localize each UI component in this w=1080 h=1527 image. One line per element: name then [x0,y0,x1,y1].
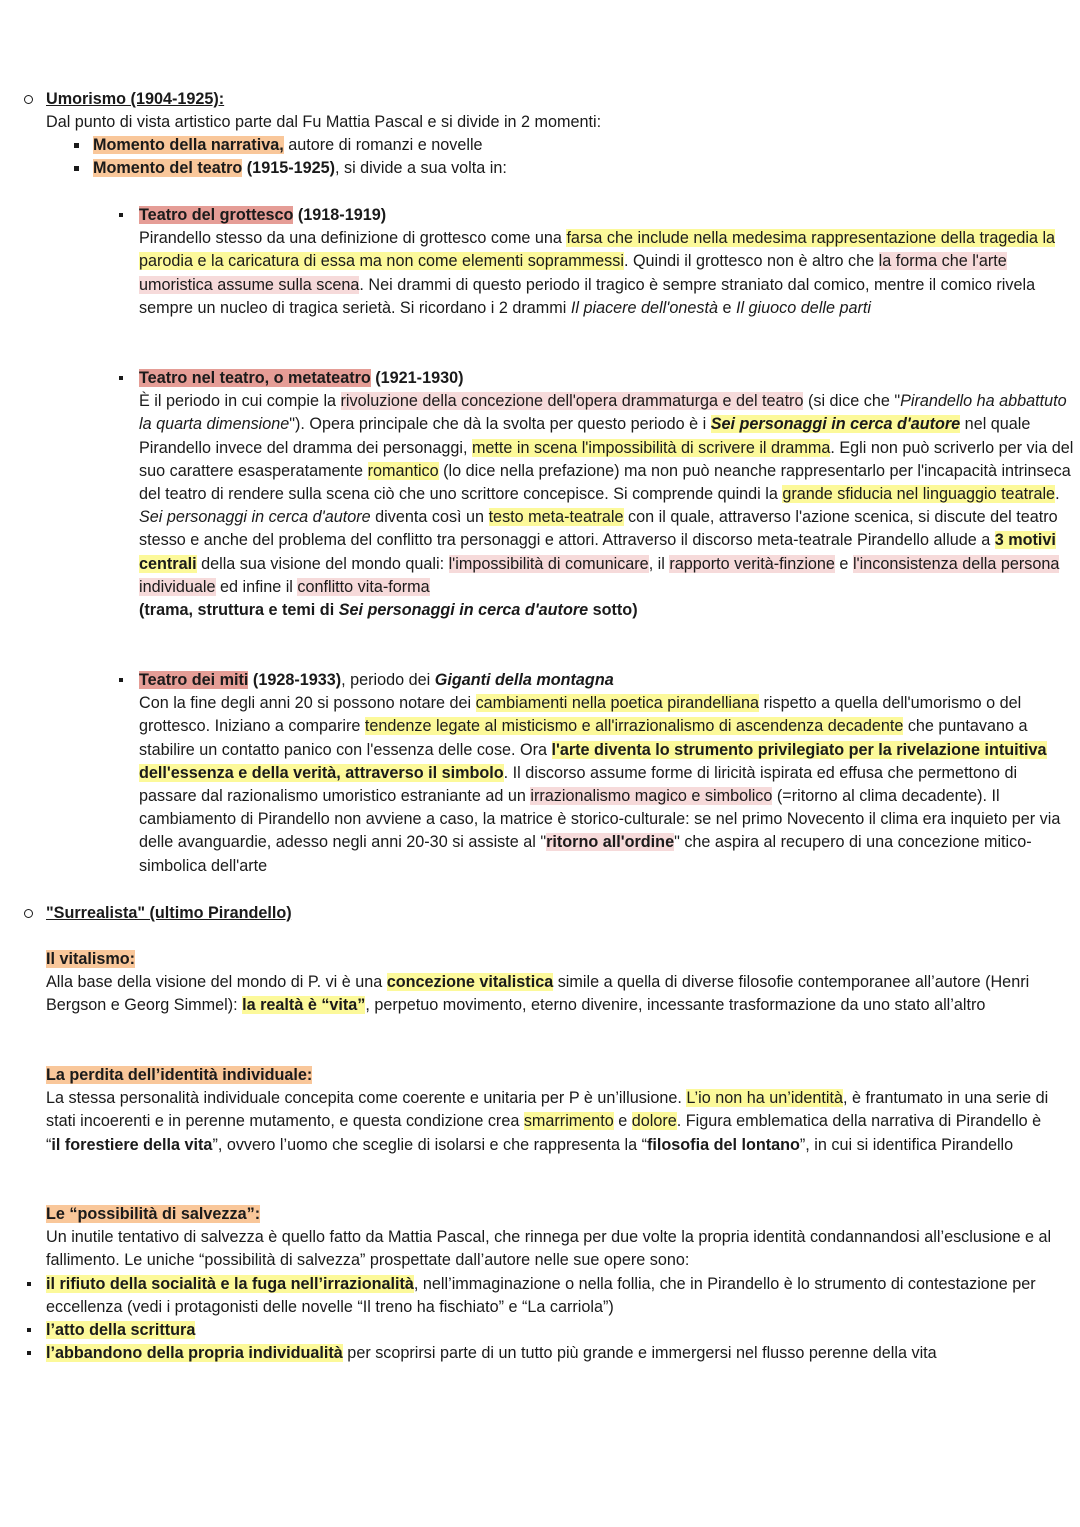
small-square-bullet-icon [27,1282,31,1286]
momento-narrativa-text: autore di romanzi e novelle [283,136,483,154]
miti-body: Con la fine degli anni 20 si possono notare dei cambiamenti nella poetica pirandelliana rispetto a quella dell'umorismo o del grottesco. Iniziano a comparire tendenze legate al misticismo e all'irrazionalismo di ascendenza decadente che puntavano a stabilire un contatto panico con l'essenza delle cose. Ora l'arte diventa lo strumento privilegiato per la rivelazione intuitiva dell'essenza e della verità, attraverso il simbolo. Il discorso assume forme di liricità ispirata ed effusa che permettono di passare dal razionalismo umoristico estraniante ad un irrazionalismo magico e simbolico (=ritorno al clima decadente). Il cambiamento di Pirandello non avviene a caso, la matrice è storico-culturale: se nel primo Novecento il clima era inquieto per via delle avanguardie, adesso negli anni 20-30 si assiste al "ritorno all'ordine" che aspira al recupero di una concezione mitico-simbolica dell'arte [139,694,1061,875]
metateatro-title: Teatro nel teatro, o metateatro [139,369,371,387]
vitalismo-section [46,948,1056,1018]
salvezza-item-2: l’atto della scrittura [46,1321,196,1339]
square-bullet-icon [74,166,79,171]
circle-bullet-icon [24,909,33,918]
metateatro-body: È il periodo in cui compie la rivoluzione della concezione dell'opera drammaturga e del teatro (si dice che "Pirandello ha abbattuto la quarta dimensione"). Opera principale che dà la svolta per questo periodo è i Sei personaggi in cerca d'autore nel quale Pirandello invece del dramma dei personaggi, mette in scena l'impossibilità di scrivere il dramma. Egli non può scriverlo per via del suo carattere esasperatamente romantico (lo dice nella prefazione) ma non può neanche rappresentarlo per l'incapacità intrinseca del teatro di rendere sulla scena ciò che uno scrittore concepisce. Si comprende quindi la grande sfiducia nel linguaggio teatrale. Sei personaggi in cerca d'autore diventa così un testo meta-teatrale con il quale, attraverso l'azione scenica, si discute del teatro stesso e anche del problema del conflitto tra personaggi e attori. Attraverso il discorso meta-teatrale Pirandello allude a 3 motivi centrali della sua visione del mondo quali: l'impossibilità di comunicare, il rapporto verità-finzione e l'inconsistenza della persona individuale ed infine il conflitto vita-forma [139,392,1074,596]
miti-years: (1928-1933) [248,671,342,689]
identita-body: La stessa personalità individuale concepita come coerente e unitaria per P è un’illusione. L’io non ha un’identità, è frantumato in una serie di stati incoerenti e in perenne mutamento, e questa condizione crea smarrimento e dolore. Figura emblematica della narrativa di Pirandello è “il forestiere della vita”, ovvero l’uomo che sceglie di isolarsi e che rappresenta la “filosofia del lontano”, in cui si identifica Pirandello [46,1089,1049,1154]
grottesco-body: Pirandello stesso da una definizione di grottesco come una farsa che include nella medesima rappresentazione della tragedia la parodia e la caricatura di essa ma non come elementi soprammessi. Quindi il grottesco non è altro che la forma che l'arte umoristica assume sulla scena. Nei drammi di questo periodo il tragico è sempre straniato dal comico, mentre il comico rivela sempre un nucleo di tragica serietà. Si ricordano i 2 drammi Il piacere dell'onestà e Il giuoco delle parti [139,229,1056,317]
identita-heading: La perdita dell’identità individuale: [46,1066,313,1084]
momento-teatro-years: (1915-1925) [242,159,335,177]
small-square-bullet-icon [119,213,123,217]
momento-narrativa-title: Momento della narrativa, [93,136,284,154]
vitalismo-heading: Il vitalismo: [46,950,136,968]
square-bullet-icon [74,143,79,148]
salvezza-section [46,1203,1056,1273]
grottesco-years: (1918-1919) [293,206,387,224]
momento-teatro [93,157,1053,180]
salvezza-item-3: l’abbandono della propria individualità per scoprirsi parte di un tutto più grande e immergersi nel flusso perenne della vita [46,1344,937,1362]
vitalismo-body: Alla base della visione del mondo di P. vi è una concezione vitalistica simile a quella di diverse filosofie contemporanee all’autore (Henri Bergson e Georg Simmel): la realtà è “vita”, perpetuo movimento, eterno divenire, incessante trasformazione da uno stato all’altro [46,973,1030,1015]
circle-bullet-icon [24,95,33,104]
small-square-bullet-icon [27,1328,31,1332]
small-square-bullet-icon [119,678,123,682]
metateatro-note: (trama, struttura e temi di Sei personaggi in cerca d'autore sotto) [139,601,638,620]
metateatro-years: (1921-1930) [370,369,464,387]
surrealista-section [46,902,1046,925]
small-square-bullet-icon [27,1351,31,1355]
momento-narrativa [93,134,1053,157]
identita-section [46,1064,1056,1157]
momento-teatro-title: Momento del teatro [93,159,243,177]
grottesco-title: Teatro del grottesco [139,206,294,224]
small-square-bullet-icon [119,376,123,380]
surrealista-heading: "Surrealista" (ultimo Pirandello) [46,904,292,922]
miti-title: Teatro dei miti [139,671,249,689]
salvezza-heading: Le “possibilità di salvezza”: [46,1205,261,1223]
metateatro-section [139,367,1074,622]
grottesco-section [139,204,1059,320]
umorismo-section [46,88,1056,134]
salvezza-intro: Un inutile tentativo di salvezza è quello fatto da Mattia Pascal, che rinnega per due volte la propria identità condannandosi all’esclusione e al fallimento. Le uniche “possibilità di salvezza” prospettate dall’autore nelle sue opere sono: [46,1228,1052,1270]
umorismo-heading: Umorismo (1904-1925): [46,90,225,108]
miti-section: Teatro dei miti (1928-1933), periodo dei Giganti della montagna Con la fine degli anni 20 si possono notare dei cambiamenti nella poetica pirandelliana rispetto a quella dell'umorismo o del grottesco. Iniziano a comparire tendenze legate al misticismo e all'irrazionalismo di ascendenza decadente che puntavano a stabilire un contatto panico con l'essenza delle cose. Ora l'arte diventa lo strumento privilegiato per la rivelazione intuitiva dell'essenza e della verità, attraverso il simbolo. Il discorso assume forme di liricità ispirata ed effusa che permettono di passare dal razionalismo umoristico estraniante ad un irrazionalismo magico e simbolico (=ritorno al clima decadente). Il cambiamento di Pirandello non avviene a caso, la matrice è storico-culturale: se nel primo Novecento il clima era inquieto per via delle avanguardie, adesso negli anni 20-30 si assiste al "ritorno all'ordine" che aspira al recupero di una concezione mitico-simbolica dell'arte [139,669,1069,878]
salvezza-item-1: il rifiuto della socialità e la fuga nell’irrazionalità, nell’immaginazione o nella follia, che in Pirandello è lo strumento di contestazione per eccellenza (vedi i protagonisti delle novelle “Il treno ha fischiato” e “La carriola”) [46,1275,1036,1317]
momento-teatro-text: , si divide a sua volta in: [335,159,507,177]
umorismo-intro: Dal punto di vista artistico parte dal Fu Mattia Pascal e si divide in 2 momenti: [46,113,602,132]
miti-work: Giganti della montagna [434,671,614,689]
